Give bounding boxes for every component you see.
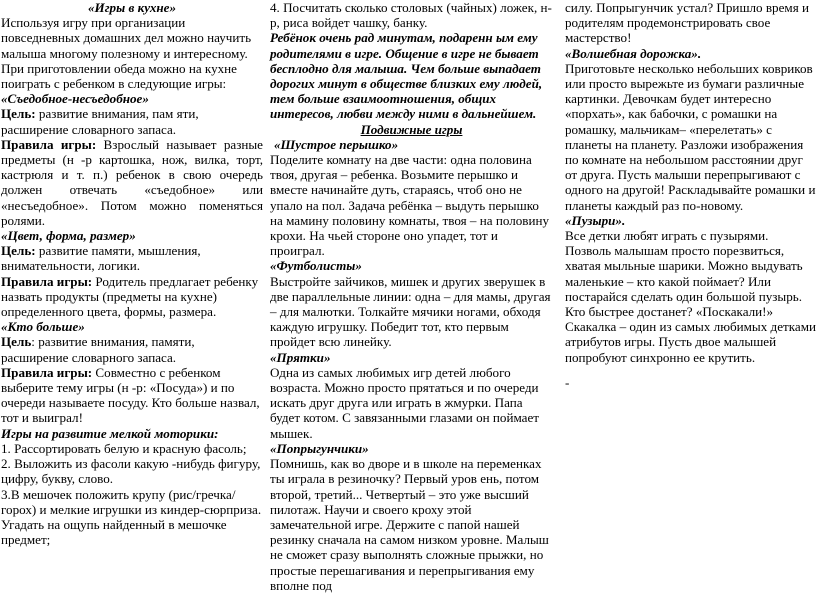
rules-label: Правила игры:	[1, 273, 93, 289]
motor-item-1: 1. Рассортировать белую и красную фасоль;	[1, 440, 247, 456]
game-name-jumpers: «Попрыгунчики»	[270, 440, 369, 456]
motor-item-3: 3.В мешочек положить крупу (рис/гречка/горох) и мелкие игрушки из киндер-сюрприза. Угадать на ощупь найденный в мешочке предмет;	[1, 486, 262, 548]
section-title-kitchen-games: «Игры в кухне»	[87, 0, 177, 15]
column-middle	[270, 0, 553, 593]
goal-text: развитие внимания, пам яти, расширение словарного запаса.	[1, 106, 199, 137]
rules-label: Правила игры:	[1, 136, 97, 152]
game-goal-who-more	[1, 334, 263, 364]
jumpers-continued: силу. Попрыгунчик устал? Пришло время и родителям продемонстрировать свое мастерство!	[565, 0, 810, 46]
goal-label: Цель	[1, 334, 32, 350]
game-goal-edible	[1, 106, 263, 136]
game-rules-color-shape	[1, 274, 263, 320]
game-name-bubbles: «Пузыри».	[565, 212, 626, 228]
intro-paragraph: Используя игру при организации повседневных домашних дел можно научить малыша многому полезному и интересному. При приготовлении обеда можно на кухне поиграть с ребенком в следующие игры:	[1, 15, 252, 92]
game-name-feather: «Шустрое перышко»	[274, 136, 399, 152]
motor-skills-title: Игры на развитие мелкой моторики:	[1, 425, 219, 441]
goal-text: развитие памяти, мышления, внимательности, логики.	[1, 243, 201, 274]
game-text-football: Выстройте зайчиков, мишек и других зверушек в две параллельные линии: одна – для мамы, другая – для малютки. Толкайте мячики ногами, обходя каждую игрушку. Победит тот, кто первым пройдет всю линейку.	[270, 273, 551, 350]
rules-text: Взрослый называет разные предметы (н -р картошка, нож, вилка, торт, кастрюля и т. п.) ребенок в свою очередь должен отвечать «съедобное» или «несъедобное». Потом можно поменяться ролями.	[1, 136, 263, 228]
column-right	[565, 0, 816, 523]
game-name-color-shape: «Цвет, форма, размер»	[1, 228, 136, 244]
game-rules-edible	[1, 137, 263, 228]
game-name-football: «Футболисты»	[270, 258, 362, 274]
end-mark: -	[565, 374, 570, 390]
column-left	[1, 0, 263, 548]
game-text-feather: Поделите комнату на две части: одна половина твоя, другая – ребенка. Возьмите перышко и вместе начинайте дуть, стараясь, чтоб оно не упало на пол. Задача ребёнка – выдуть перышко на мамину половину комнаты, твоя – на половину крохи. На чьей стороне оно упадет, тот и проиграл.	[270, 152, 550, 259]
section-title-active-games: Подвижные игры	[360, 121, 463, 137]
game-text-jumpers: Помнишь, как во дворе и в школе на переменках ты играла в резиночку? Первый уров ень, потом второй, третий... Четвертый – это уже высший пилотаж. Научи и своего кроху этой замечательной игре. Держите с папой нашей резинку сначала на самом низком уровне. Малыш не сможет сразу выполнять сложные прыжки, но простые перешагивания и перепрыгивания ему вполне под	[270, 456, 549, 593]
game-goal-color-shape	[1, 243, 263, 273]
game-rules-who-more	[1, 365, 263, 426]
parent-play-quote: Ребёнок очень рад минутам, подаренн ым ему родителями в игре. Общение в игре не бывает бесплодно для малыша. Чем больше выпадает дорогих минут в обществе близких ему людей, тем больше взаимоотношения, общих интересов, любви между ними в дальнейшем.	[270, 30, 543, 122]
game-text-hide-seek: Одна из самых любимых игр детей любого возраста. Можно просто прятаться и по очереди искать друг друга или играть в жмурки. Папа будет котом. С завязанными глазами он поймает мышек.	[270, 364, 540, 441]
goal-label: Цель:	[1, 106, 36, 122]
rules-text: Родитель предлагает ребенку назвать продукты (предметы на кухне) определенного цвета, формы, размера.	[1, 273, 259, 320]
game-name-who-more: «Кто больше»	[1, 319, 85, 335]
motor-item-2: 2. Выложить из фасоли какую -нибудь фигуру, цифру, букву, слово.	[1, 456, 261, 487]
goal-label: Цель:	[1, 243, 36, 259]
motor-item-4: 4. Посчитать сколько столовых (чайных) ложек, н-р, риса войдет чашку, банку.	[270, 0, 552, 31]
game-text-magic-path: Приготовьте несколько небольших ковриков или просто вырежьте из бумаги различные картинки. Девочкам будет интересно «порхать», как бабочки, с ромашки на ромашку, мальчикам– «перелетать» с планеты на планету. Разложи изображения по комнате на небольшом расстоянии друг от друга. Пусть малыши перепрыгивают с одного на другой! Раскладывайте ромашки и планеты каждый раз по-новому.	[565, 60, 816, 213]
game-name-edible: «Съедобное-несъедобное»	[1, 91, 149, 107]
goal-text: : развитие внимания, памяти, расширение словарного запаса.	[1, 334, 195, 365]
game-name-hide-seek: «Прятки»	[270, 349, 331, 365]
rules-label: Правила игры:	[1, 364, 93, 380]
game-name-magic-path: «Волшебная дорожка».	[565, 45, 702, 61]
game-text-bubbles: Все детки любят играть с пузырями. Позволь малышам просто порезвиться, хватая мыльные шарики. Можно выдувать маленькие – кто какой поймает? Или постарайся сделать один большой пузырь. Кто быстрее достанет? «Поскакали!» Скакалка – один из самых любимых детками атрибутов игры. Пусть двое малышей попробуют синхронно ее крутить.	[565, 228, 816, 365]
rules-text: Совместно с ребенком выберите тему игры (н -р: «Посуда») и по очереди называете посуду. Кто больше назвал, тот и выиграл!	[1, 364, 260, 426]
